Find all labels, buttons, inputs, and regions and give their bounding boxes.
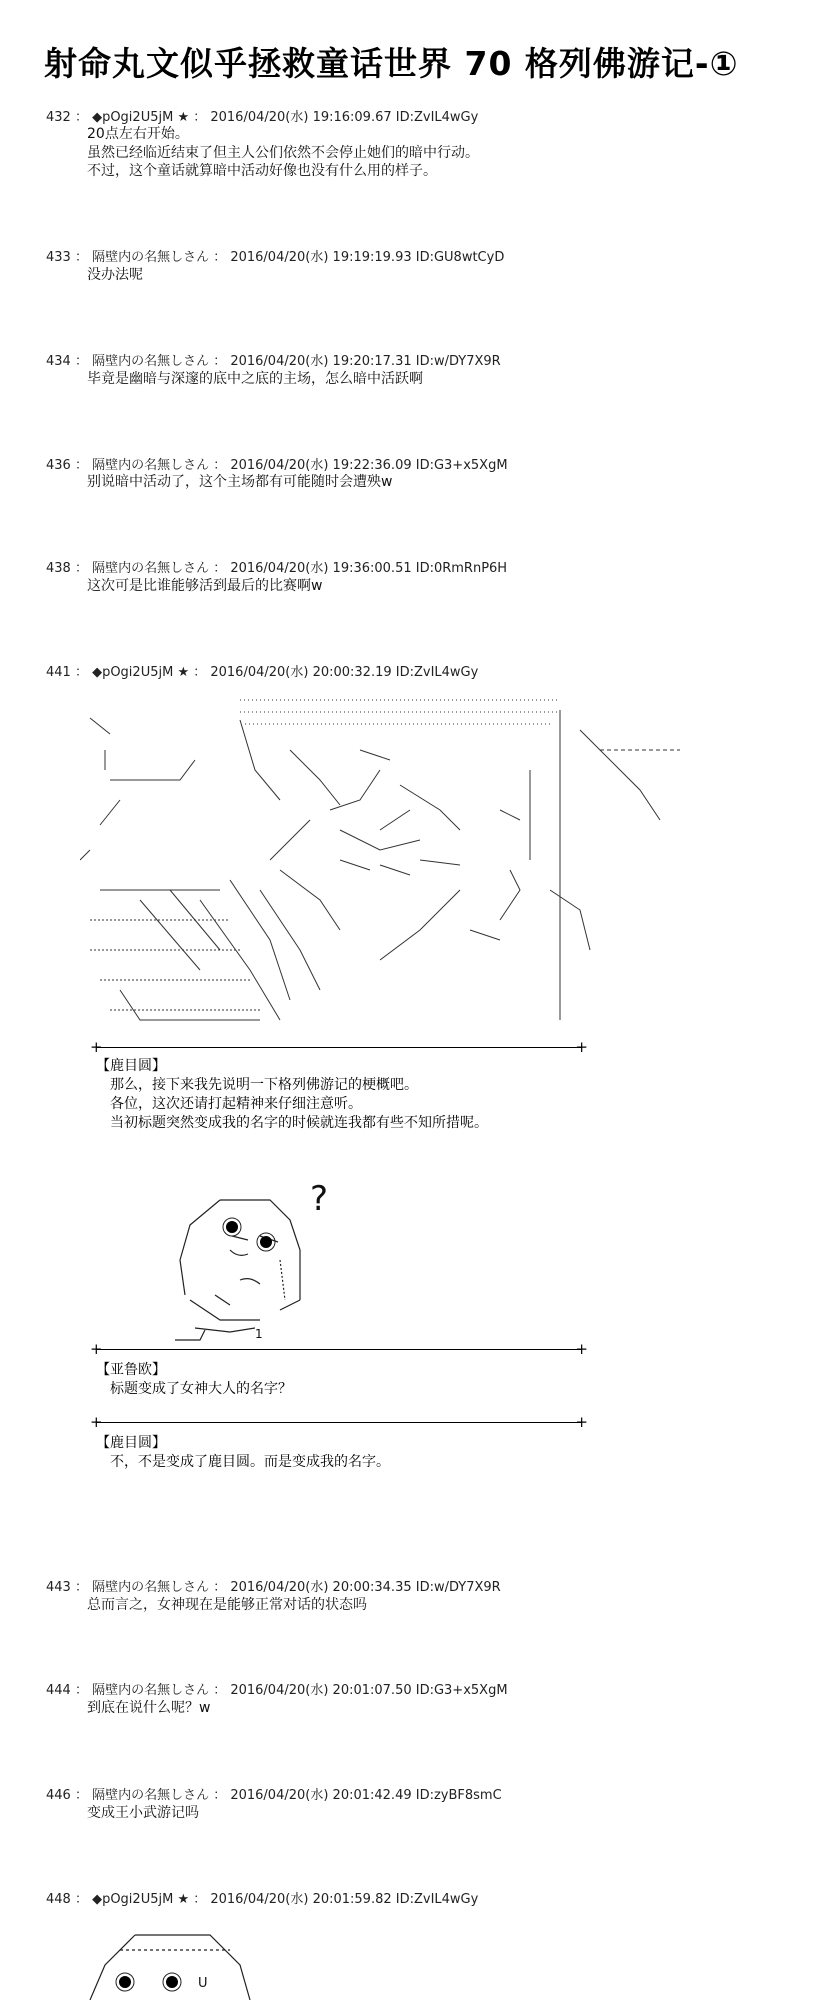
dialog-line: 标题变成了女神大人的名字？ [110,1381,292,1397]
question-mark: ? [310,1180,329,1219]
post-text: 别说暗中活动了，这个主场都有可能随时会遭殃w [87,474,393,490]
post-header: 436 ： 隔壁内の名無しさん ： 2016/04/20(水) 19:22:36.09 ID:G3+x5XgM [46,458,508,473]
dialog-divider [96,1047,582,1048]
post-header: 448 ： ◆pOgi2U5jM ★ ： 2016/04/20(水) 20:01:59.82 ID:ZvIL4wGy [46,1892,479,1907]
post-header: 441 ： ◆pOgi2U5jM ★ ： 2016/04/20(水) 20:00:32.19 ID:ZvIL4wGy [46,665,479,680]
dialog-divider [96,1349,582,1350]
post-text: 到底在说什么呢？w [87,1700,211,1716]
ascii-art-character [160,1180,360,1350]
post-header: 438 ： 隔壁内の名無しさん ： 2016/04/20(水) 19:36:00.51 ID:0RmRnP6H [46,561,508,576]
dialog-line: 那么，接下来我先说明一下格列佛游记的梗概吧。 [110,1077,418,1093]
dialog-line: 各位，这次还请打起精神来仔细注意听。 [110,1096,362,1112]
post-text: 不过，这个童话就算暗中活动好像也没有什么用的样子。 [87,163,437,179]
post-header: 443 ： 隔壁内の名無しさん ： 2016/04/20(水) 20:00:34.35 ID:w/DY7X9R [46,1580,501,1595]
post-text: 总而言之，女神现在是能够正常对话的状态吗 [87,1597,367,1613]
post-header: 444 ： 隔壁内の名無しさん ： 2016/04/20(水) 20:01:07.50 ID:G3+x5XgM [46,1683,508,1698]
post-text: 变成王小武游记吗 [87,1805,199,1821]
speaker-label: 【亚鲁欧】 [96,1362,166,1378]
ascii-art-character-partial [80,1925,280,2000]
post-text: 虽然已经临近结束了但主人公们依然不会停止她们的暗中行动。 [87,145,479,161]
post-header: 434 ： 隔壁内の名無しさん ： 2016/04/20(水) 19:20:17.31 ID:w/DY7X9R [46,354,501,369]
post-text: 20点左右开始。 [87,126,189,142]
post-text: 没办法呢 [87,267,143,283]
post-header: 432 ： ◆pOgi2U5jM ★ ： 2016/04/20(水) 19:16:09.67 ID:ZvIL4wGy [46,110,479,125]
page-title: 射命丸文似乎拯救童话世界 70 格列佛游记-① [44,44,739,83]
dialog-divider [96,1422,582,1423]
ascii-art-dark-scene [80,690,680,1040]
post-text: 毕竟是幽暗与深邃的底中之底的主场，怎么暗中活跃啊 [87,371,423,387]
post-header: 446 ： 隔壁内の名無しさん ： 2016/04/20(水) 20:01:42.49 ID:zyBF8smC [46,1788,502,1803]
art-letter: U [198,1976,208,1991]
speaker-label: 【鹿目圆】 [96,1058,166,1074]
post-text: 这次可是比谁能够活到最后的比赛啊w [87,578,323,594]
post-header: 433 ： 隔壁内の名無しさん ： 2016/04/20(水) 19:19:19.93 ID:GU8wtCyD [46,250,505,265]
art-digit: 1 [255,1327,263,1341]
dialog-line: 当初标题突然变成我的名字的时候就连我都有些不知所措呢。 [110,1115,488,1131]
speaker-label: 【鹿目圆】 [96,1435,166,1451]
dialog-line: 不，不是变成了鹿目圆。而是变成我的名字。 [110,1454,390,1470]
